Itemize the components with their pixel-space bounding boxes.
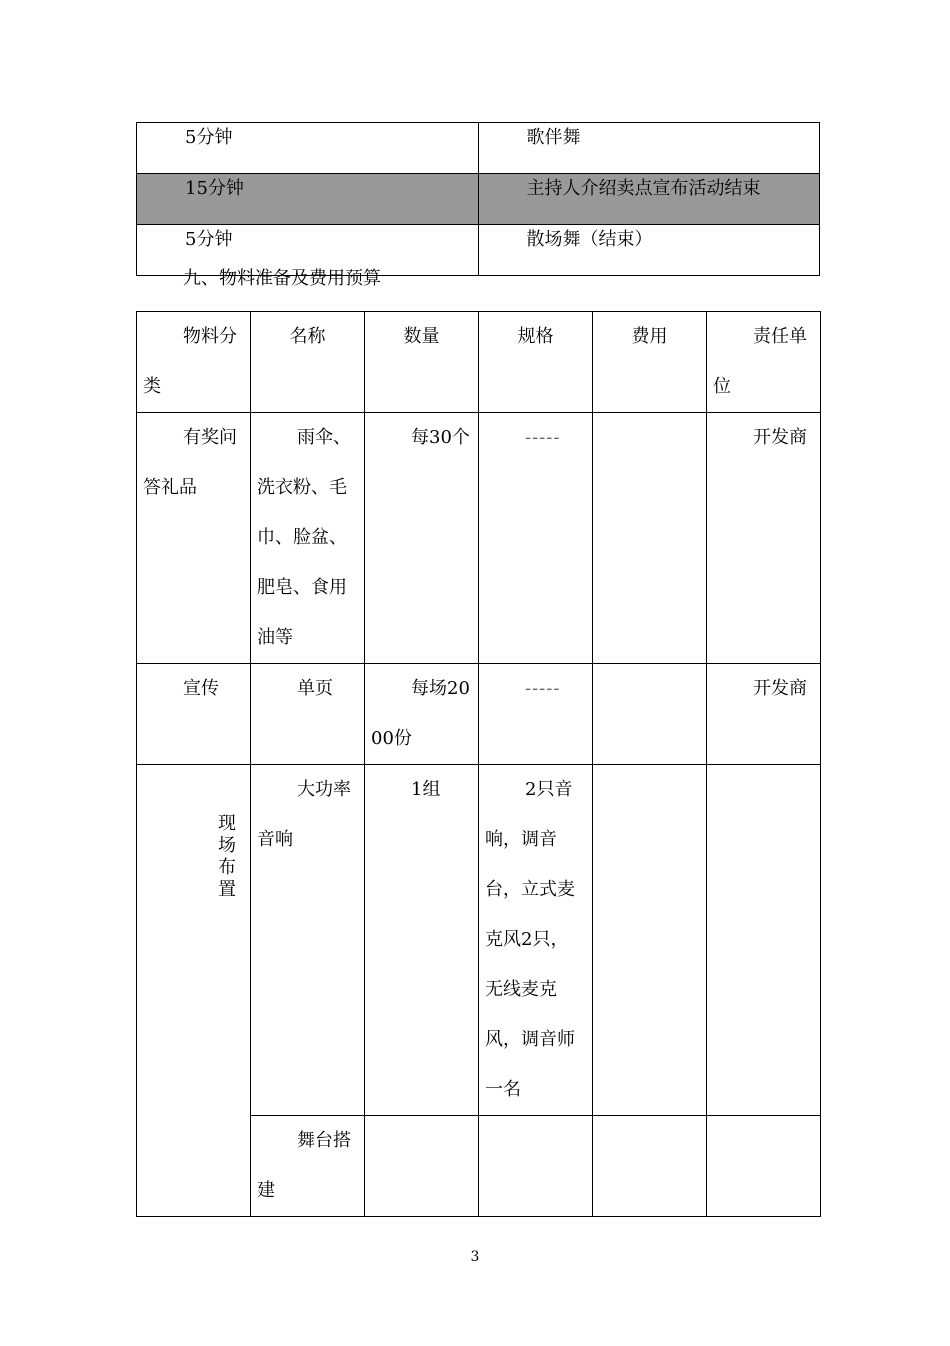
owner-cell: [707, 765, 821, 1116]
schedule-table: [136, 122, 820, 276]
schedule-row-highlighted: [137, 174, 820, 225]
header-cell: 数量: [365, 312, 479, 413]
cost-cell: [593, 413, 707, 664]
content-cell: 主持人介绍卖点宣布活动结束: [478, 174, 820, 225]
vertical-char: 置: [218, 879, 236, 900]
name-cell: 雨伞、洗衣粉、毛巾、脸盆、肥皂、食用油等: [251, 413, 365, 664]
name-cell: 单页: [251, 664, 365, 765]
category-cell: 宣传: [137, 664, 251, 765]
header-cell: 名称: [251, 312, 365, 413]
qty-cell: 1组: [365, 765, 479, 1116]
vertical-category-text: [217, 813, 237, 901]
name-cell: 大功率音响: [251, 765, 365, 1116]
page-number: 3: [470, 1249, 480, 1265]
vertical-char: 现: [218, 813, 236, 834]
qty-cell: 每场2000份: [365, 664, 479, 765]
header-cell: 规格: [479, 312, 593, 413]
owner-cell: 开发商: [707, 664, 821, 765]
duration-cell: 15分钟: [137, 174, 479, 225]
content-cell: 散场舞（结束）: [478, 225, 820, 276]
header-cell: 物料分类: [137, 312, 251, 413]
budget-table: [136, 311, 821, 1217]
owner-cell: 开发商: [707, 413, 821, 664]
qty-cell: [365, 1116, 479, 1217]
header-cell: 责任单位: [707, 312, 821, 413]
vertical-char: 布: [218, 857, 236, 878]
content-cell: 歌伴舞: [478, 123, 820, 174]
spec-cell: -----: [479, 413, 593, 664]
duration-cell: 5分钟: [137, 225, 479, 276]
qty-cell: 每30个: [365, 413, 479, 664]
cost-cell: [593, 765, 707, 1116]
section-title: 九、物料准备及费用预算: [183, 268, 381, 289]
spec-cell: -----: [479, 664, 593, 765]
table-row: [137, 664, 821, 765]
duration-cell: 5分钟: [137, 123, 479, 174]
spec-cell: 2只音响，调音台，立式麦克风2只，无线麦克风，调音师一名: [479, 765, 593, 1116]
name-cell: 舞台搭建: [251, 1116, 365, 1217]
header-cell: 费用: [593, 312, 707, 413]
owner-cell: [707, 1116, 821, 1217]
category-cell: 有奖问答礼品: [137, 413, 251, 664]
spec-cell: [479, 1116, 593, 1217]
table-row: [137, 413, 821, 664]
header-row: [137, 312, 821, 413]
vertical-char: 场: [218, 835, 236, 856]
table-row: [137, 765, 821, 1116]
schedule-row: [137, 123, 820, 174]
cost-cell: [593, 1116, 707, 1217]
category-cell-vertical: [137, 765, 251, 1217]
cost-cell: [593, 664, 707, 765]
